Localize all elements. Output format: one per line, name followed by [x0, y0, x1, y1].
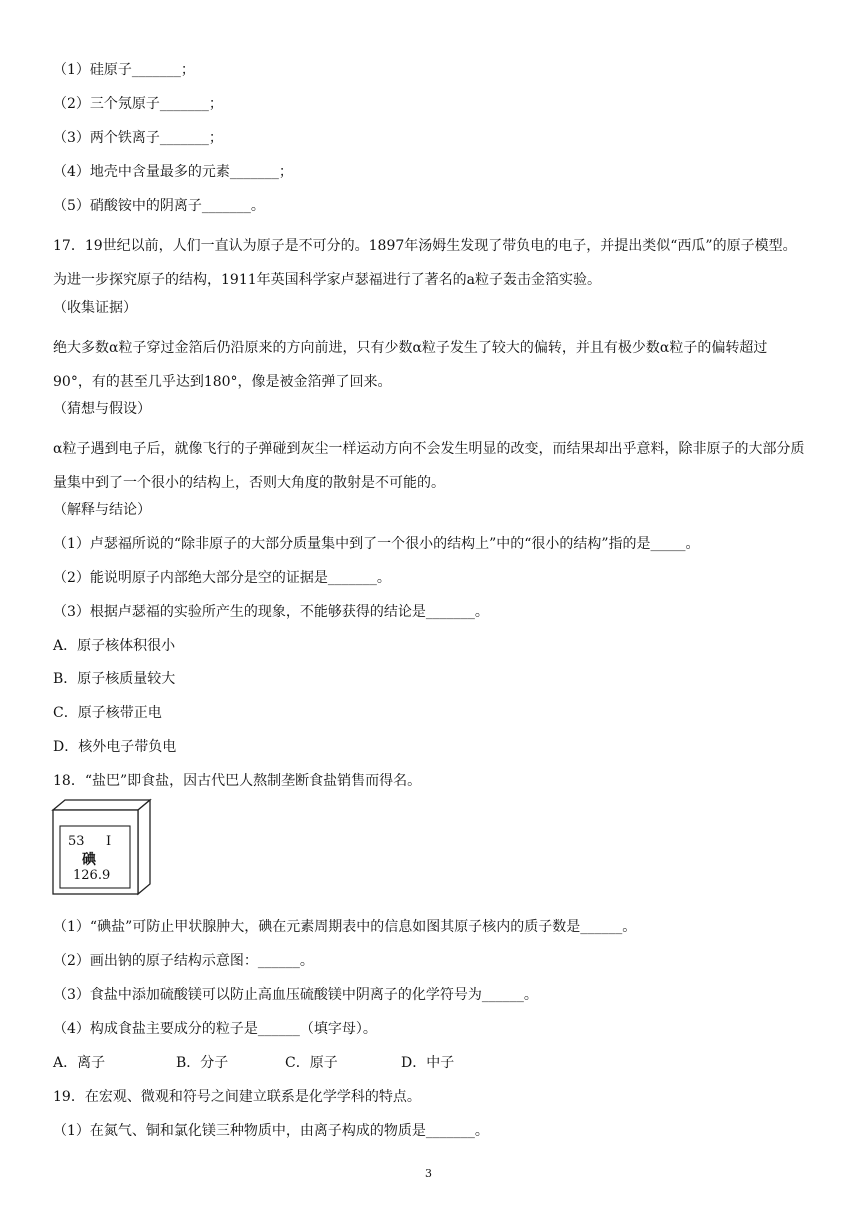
hypothesis-text: α粒子遇到电子后，就像飞行的子弹碰到灰尘一样运动方向不会发生明显的改变，而结果却出乎意料，除非原子的大部分质量集中到了一个很小的结构上，否则大角度的散射是不可能的。 [53, 441, 805, 491]
option-b: B．原子核质量较大 [53, 671, 176, 687]
question-17-sub-3: （3）根据卢瑟福的实验所产生的现象，不能够获得的结论是_______。 [53, 604, 489, 620]
question-17-sub-2: （2）能说明原子内部绝大部分是空的证据是_______。 [53, 570, 391, 586]
hypothesis-heading: （猜想与假设） [53, 401, 151, 417]
page-number: 3 [425, 1167, 432, 1180]
question-18-options [53, 1053, 454, 1073]
question-18-sub-2: （2）画出钠的原子结构示意图：______。 [53, 953, 314, 969]
evidence-heading: （收集证据） [53, 300, 137, 316]
option-d: D．核外电子带负电 [53, 739, 177, 755]
question-16-item-1: （1）硅原子_______； [53, 62, 195, 78]
question-17-sub-1: （1）卢瑟福所说的“除非原子的大部分质量集中到了一个很小的结构上”中的“很小的结构”指的是_____。 [53, 536, 700, 552]
element-atomic-number: 53 [68, 834, 85, 849]
question-16-item-2: （2）三个氖原子_______； [53, 96, 223, 112]
conclusion-heading: （解释与结论） [53, 502, 151, 518]
question-18-sub-4: （4）构成食盐主要成分的粒子是______（填字母）。 [53, 1021, 377, 1037]
option-a: A．原子核体积很小 [53, 638, 176, 654]
evidence-text: 绝大多数α粒子穿过金箔后仍沿原来的方向前进，只有少数α粒子发生了较大的偏转，并且有极少数α粒子的偏转超过90°，有的甚至几乎达到180°，像是被金箔弹了回来。 [53, 340, 768, 390]
element-name: 碘 [82, 852, 96, 868]
option-c: C．原子核带正电 [53, 705, 162, 721]
question-16-item-3: （3）两个铁离子_______； [53, 130, 223, 146]
option-b: B．分子 [176, 1055, 229, 1071]
question-19-intro: 19．在宏观、微观和符号之间建立联系是化学学科的特点。 [53, 1089, 421, 1105]
option-c: C．原子 [285, 1055, 338, 1071]
element-atomic-mass: 126.9 [73, 868, 111, 883]
question-17-intro: 17．19世纪以前，人们一直认为原子是不可分的。1897年汤姆生发现了带负电的电子，并提出类似“西瓜”的原子模型。为进一步探究原子的结构，1911年英国科学家卢瑟福进行了著名的a粒子轰击金箔实验。 [53, 238, 797, 288]
option-a: A．离子 [53, 1055, 106, 1071]
option-d: D．中子 [401, 1055, 455, 1071]
question-18-sub-1: （1）“碘盐”可防止甲状腺肿大，碘在元素周期表中的信息如图其原子核内的质子数是______。 [53, 919, 637, 935]
question-18-intro: 18．“盐巴”即食盐，因古代巴人熬制垄断食盐销售而得名。 [53, 773, 422, 789]
element-tile-figure [50, 798, 156, 898]
question-18-sub-3: （3）食盐中添加硫酸镁可以防止高血压硫酸镁中阴离子的化学符号为______。 [53, 987, 538, 1003]
element-symbol: I [106, 834, 112, 849]
question-16-item-5: （5）硝酸铵中的阴离子_______。 [53, 198, 265, 214]
question-19-sub-1: （1）在氮气、铜和氯化镁三种物质中，由离子构成的物质是_______。 [53, 1123, 489, 1139]
question-16-item-4: （4）地壳中含量最多的元素_______； [53, 164, 293, 180]
